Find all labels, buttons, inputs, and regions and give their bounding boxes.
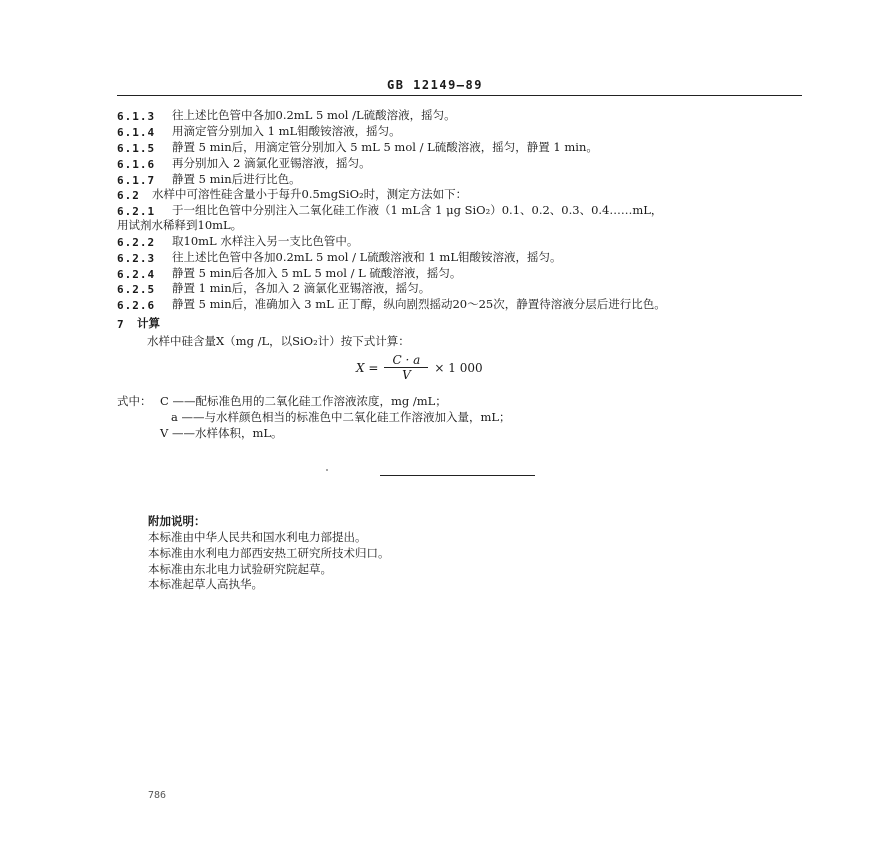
step-number: 6.2.5 bbox=[117, 283, 156, 296]
step-text: 用滴定管分别加入 1 mL钼酸铵溶液，摇匀。 bbox=[172, 124, 401, 138]
step-text: 静置 5 min后进行比色。 bbox=[172, 172, 301, 186]
step-number: 6.1.6 bbox=[117, 158, 156, 171]
step-number: 6.1.4 bbox=[117, 126, 156, 139]
step-text: 于一组比色管中分别注入二氧化硅工作液（1 mL含 1 μg SiO₂）0.1、0.2、0.3、0.4……mL， bbox=[172, 203, 663, 217]
page-number: 786 bbox=[148, 790, 167, 801]
step-text: 静置 5 min后，准确加入 3 mL 正丁醇，纵向剧烈摇动20～25次，静置待溶液分层后进行比色。 bbox=[172, 297, 666, 311]
step-number: 6.1.5 bbox=[117, 142, 156, 155]
note-item: 本标准起草人高执华。 bbox=[148, 577, 263, 591]
end-rule bbox=[380, 475, 535, 476]
formula-numerator: C · a bbox=[392, 353, 421, 367]
step-text: 再分别加入 2 滴氯化亚锡溶液，摇匀。 bbox=[172, 156, 371, 170]
step-number: 6.2.2 bbox=[117, 236, 156, 249]
calc-intro: 水样中硅含量X（mg /L，以SiO₂计）按下式计算： bbox=[147, 334, 410, 348]
step-text: 静置 5 min后各加入 5 mL 5 mol / L 硫酸溶液，摇匀。 bbox=[172, 266, 462, 280]
step-number: 6.2.1 bbox=[117, 205, 156, 218]
variable-definition: C ——配标准色用的二氧化硅工作溶液浓度，mg /mL； bbox=[160, 394, 447, 408]
header-rule bbox=[117, 95, 802, 96]
step-number: 6.1.3 bbox=[117, 110, 156, 123]
note-item: 本标准由东北电力试验研究院起草。 bbox=[148, 562, 332, 576]
step-number: 6.2.3 bbox=[117, 252, 156, 265]
notes-title: 附加说明： bbox=[148, 514, 206, 528]
where-label: 式中： bbox=[117, 394, 152, 408]
step-number: 6.2.6 bbox=[117, 299, 156, 312]
section-number: 7 bbox=[117, 318, 125, 331]
standard-header: GB 12149—89 bbox=[387, 78, 483, 92]
step-text: 往上述比色管中各加0.2mL 5 mol / L硫酸溶液和 1 mL钼酸铵溶液，摇匀。 bbox=[172, 250, 562, 264]
step-text: 水样中可溶性硅含量小于每升0.5mgSiO₂时，测定方法如下： bbox=[152, 187, 468, 201]
formula-denominator: V bbox=[402, 368, 411, 382]
scan-speck bbox=[326, 469, 328, 471]
step-number: 6.2.4 bbox=[117, 268, 156, 281]
note-item: 本标准由水利电力部西安热工研究所技术归口。 bbox=[148, 546, 390, 560]
section-title: 计算 bbox=[137, 316, 160, 330]
variable-definition: a ——与水样颜色相当的标准色中二氧化硅工作溶液加入量，mL； bbox=[171, 410, 511, 424]
step-number: 6.2 bbox=[117, 189, 140, 202]
variable-definition: V ——水样体积，mL。 bbox=[160, 426, 283, 440]
step-text: 取10mL 水样注入另一支比色管中。 bbox=[172, 234, 359, 248]
step-text: 往上述比色管中各加0.2mL 5 mol /L硫酸溶液，摇匀。 bbox=[172, 108, 456, 122]
formula-lhs: X = bbox=[356, 360, 379, 375]
note-item: 本标准由中华人民共和国水利电力部提出。 bbox=[148, 530, 367, 544]
step-number: 6.1.7 bbox=[117, 174, 156, 187]
formula-multiplier: × 1 000 bbox=[434, 360, 483, 375]
step-text: 静置 5 min后，用滴定管分别加入 5 mL 5 mol / L硫酸溶液，摇匀，静置 1 min。 bbox=[172, 140, 598, 154]
silicon-formula bbox=[356, 353, 483, 382]
step-text-continued: 用试剂水稀释到10mL。 bbox=[117, 218, 243, 232]
step-text: 静置 1 min后，各加入 2 滴氯化亚锡溶液，摇匀。 bbox=[172, 281, 431, 295]
formula-fraction bbox=[384, 353, 428, 382]
